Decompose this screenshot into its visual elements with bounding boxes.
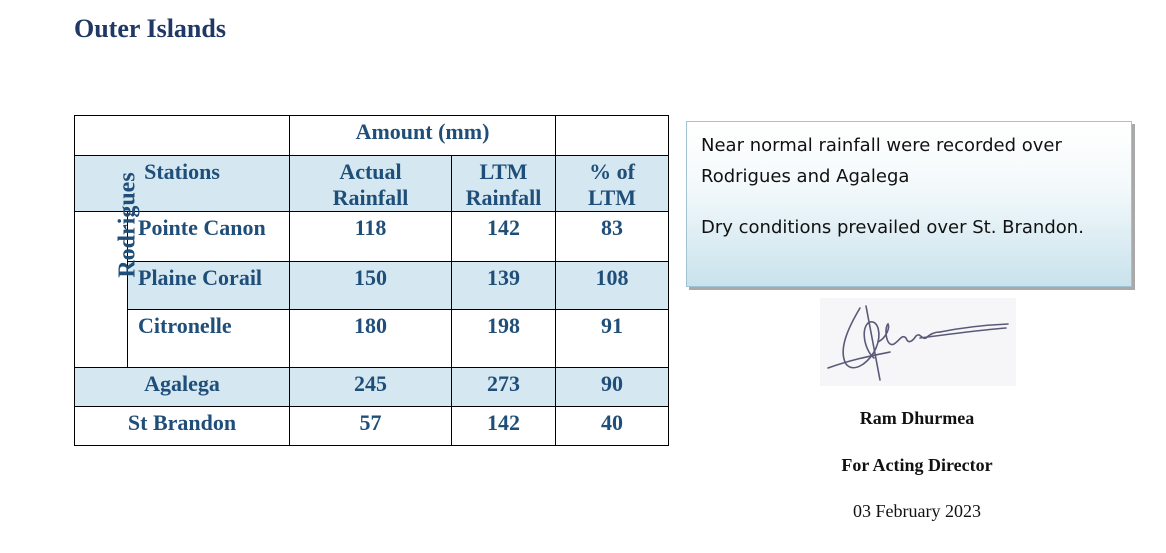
table-row — [75, 407, 669, 446]
percent-ltm-header: % of LTM — [556, 156, 669, 212]
header-empty-cell — [75, 116, 290, 156]
stations-header: Stations — [75, 156, 290, 212]
actual-value: 180 — [290, 310, 452, 368]
ltm-rainfall-header: LTM Rainfall — [452, 156, 556, 212]
station-name: St Brandon — [75, 407, 290, 446]
table-row — [75, 212, 669, 262]
table-row — [75, 368, 669, 407]
percent-value: 91 — [556, 310, 669, 368]
actual-value: 57 — [290, 407, 452, 446]
signature-image — [820, 298, 1016, 386]
summary-line: Dry conditions prevailed over St. Brandon. — [701, 217, 1084, 238]
percent-value: 90 — [556, 368, 669, 407]
percent-value: 40 — [556, 407, 669, 446]
summary-textbox — [686, 121, 1132, 287]
station-name: Citronelle — [128, 310, 290, 368]
signatory-name: Ram Dhurmea — [859, 408, 975, 428]
ltm-value: 139 — [452, 262, 556, 310]
ltm-value: 273 — [452, 368, 556, 407]
header-empty-cell — [556, 116, 669, 156]
amount-header: Amount (mm) — [290, 116, 556, 156]
actual-value: 118 — [290, 212, 452, 262]
ltm-value: 142 — [452, 407, 556, 446]
table-row — [75, 262, 669, 310]
page-title: Outer Islands — [74, 14, 226, 43]
table-header-row — [75, 156, 669, 212]
actual-rainfall-header: Actual Rainfall — [290, 156, 452, 212]
ltm-value: 142 — [452, 212, 556, 262]
summary-line: Rodrigues and Agalega — [701, 166, 910, 187]
actual-value: 245 — [290, 368, 452, 407]
region-label: Rodrigues — [75, 212, 128, 368]
signatory-role: For Acting Director — [841, 455, 993, 475]
table-header-row — [75, 116, 669, 156]
table-row — [75, 310, 669, 368]
station-name: Pointe Canon — [128, 212, 290, 262]
ltm-value: 198 — [452, 310, 556, 368]
station-name: Agalega — [75, 368, 290, 407]
summary-line: Near normal rainfall were recorded over — [701, 135, 1062, 156]
station-name: Plaine Corail — [128, 262, 290, 310]
document-date: 03 February 2023 — [853, 501, 981, 521]
percent-value: 83 — [556, 212, 669, 262]
actual-value: 150 — [290, 262, 452, 310]
rainfall-table — [74, 115, 669, 446]
percent-value: 108 — [556, 262, 669, 310]
